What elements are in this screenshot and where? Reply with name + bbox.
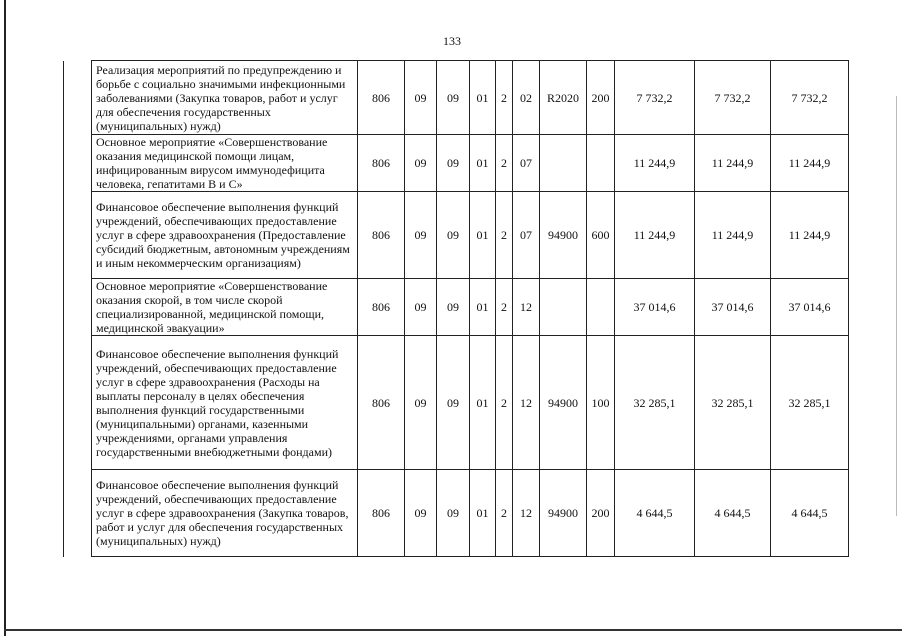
subprogram-cell: 2 <box>496 135 513 192</box>
amount-3-cell: 37 014,6 <box>771 279 849 336</box>
ministry-cell: 806 <box>358 470 405 557</box>
amount-2-cell: 11 244,9 <box>695 135 771 192</box>
main-event-cell: 07 <box>513 135 540 192</box>
subsection-cell: 09 <box>437 336 470 470</box>
main-event-cell: 12 <box>513 470 540 557</box>
section-cell: 09 <box>405 336 437 470</box>
amount-2-cell: 11 244,9 <box>695 192 771 279</box>
direction-cell: 94900 <box>540 192 587 279</box>
subprogram-cell: 2 <box>496 61 513 135</box>
budget-table <box>63 60 849 557</box>
table-row <box>64 61 849 135</box>
program-cell: 01 <box>470 192 496 279</box>
section-cell: 09 <box>405 279 437 336</box>
amount-1-cell: 4 644,5 <box>615 470 695 557</box>
ministry-cell: 806 <box>358 192 405 279</box>
main-event-cell: 07 <box>513 192 540 279</box>
section-cell: 09 <box>405 135 437 192</box>
subsection-cell: 09 <box>437 279 470 336</box>
description-cell: Основное мероприятие «Совершенствование оказания медицинской помощи лицам, инфицированным вирусом иммунодефицита человека, гепатитами В и С» <box>92 135 358 192</box>
amount-1-cell: 7 732,2 <box>615 61 695 135</box>
left-gap-cell <box>64 470 92 557</box>
subsection-cell: 09 <box>437 470 470 557</box>
main-event-cell: 12 <box>513 336 540 470</box>
amount-2-cell: 4 644,5 <box>695 470 771 557</box>
amount-3-cell: 11 244,9 <box>771 135 849 192</box>
main-event-cell: 02 <box>513 61 540 135</box>
subsection-cell: 09 <box>437 61 470 135</box>
main-event-cell: 12 <box>513 279 540 336</box>
left-gap-cell <box>64 336 92 470</box>
table-row <box>64 279 849 336</box>
subprogram-cell: 2 <box>496 336 513 470</box>
amount-2-cell: 7 732,2 <box>695 61 771 135</box>
amount-1-cell: 11 244,9 <box>615 135 695 192</box>
direction-cell <box>540 279 587 336</box>
description-cell: Финансовое обеспечение выполнения функций учреждений, обеспечивающих предоставление услуг в сфере здравоохранения (Предоставление субсидий бюджетным, автономным учреждениям и иным некоммерческим организациям) <box>92 192 358 279</box>
subprogram-cell: 2 <box>496 470 513 557</box>
program-cell: 01 <box>470 279 496 336</box>
left-gap-cell <box>64 61 92 135</box>
section-cell: 09 <box>405 470 437 557</box>
table-row <box>64 192 849 279</box>
amount-3-cell: 32 285,1 <box>771 336 849 470</box>
expense-type-cell: 100 <box>587 336 615 470</box>
program-cell: 01 <box>470 336 496 470</box>
description-cell: Реализация мероприятий по предупреждению и борьбе с социально значимыми инфекционными заболеваниями (Закупка товаров, работ и услуг для обеспечения государственных (муниципальных) нужд) <box>92 61 358 135</box>
expense-type-cell: 200 <box>587 470 615 557</box>
program-cell: 01 <box>470 470 496 557</box>
description-cell: Основное мероприятие «Совершенствование оказания скорой, в том числе скорой специализированной, медицинской помощи, медицинской эвакуации» <box>92 279 358 336</box>
amount-2-cell: 37 014,6 <box>695 279 771 336</box>
scan-right-edge <box>896 96 897 516</box>
amount-1-cell: 37 014,6 <box>615 279 695 336</box>
table-row <box>64 135 849 192</box>
description-cell: Финансовое обеспечение выполнения функций учреждений, обеспечивающих предоставление услуг в сфере здравоохранения (Расходы на выплаты персоналу в целях обеспечения выполнения функций государственными (муниципальными) органами, казенными учреждениями, органами управления государственными внебюджетными фондами) <box>92 336 358 470</box>
expense-type-cell: 200 <box>587 61 615 135</box>
ministry-cell: 806 <box>358 135 405 192</box>
expense-type-cell: 600 <box>587 192 615 279</box>
ministry-cell: 806 <box>358 336 405 470</box>
program-cell: 01 <box>470 135 496 192</box>
scan-left-edge <box>4 0 6 636</box>
left-gap-cell <box>64 135 92 192</box>
subsection-cell: 09 <box>437 135 470 192</box>
description-cell: Финансовое обеспечение выполнения функций учреждений, обеспечивающих предоставление услуг в сфере здравоохранения (Закупка товаров, работ и услуг для обеспечения государственных (муниципальных) нужд) <box>92 470 358 557</box>
amount-3-cell: 4 644,5 <box>771 470 849 557</box>
subprogram-cell: 2 <box>496 279 513 336</box>
subsection-cell: 09 <box>437 192 470 279</box>
ministry-cell: 806 <box>358 279 405 336</box>
left-gap-cell <box>64 192 92 279</box>
table-row <box>64 336 849 470</box>
amount-1-cell: 32 285,1 <box>615 336 695 470</box>
expense-type-cell <box>587 135 615 192</box>
section-cell: 09 <box>405 192 437 279</box>
page-number: 133 <box>443 34 461 48</box>
left-gap-cell <box>64 279 92 336</box>
expense-type-cell <box>587 279 615 336</box>
direction-cell: R2020 <box>540 61 587 135</box>
amount-2-cell: 32 285,1 <box>695 336 771 470</box>
section-cell: 09 <box>405 61 437 135</box>
amount-3-cell: 11 244,9 <box>771 192 849 279</box>
amount-1-cell: 11 244,9 <box>615 192 695 279</box>
direction-cell: 94900 <box>540 470 587 557</box>
scan-bottom-edge <box>4 629 902 631</box>
direction-cell <box>540 135 587 192</box>
subprogram-cell: 2 <box>496 192 513 279</box>
table-row <box>64 470 849 557</box>
ministry-cell: 806 <box>358 61 405 135</box>
amount-3-cell: 7 732,2 <box>771 61 849 135</box>
direction-cell: 94900 <box>540 336 587 470</box>
program-cell: 01 <box>470 61 496 135</box>
